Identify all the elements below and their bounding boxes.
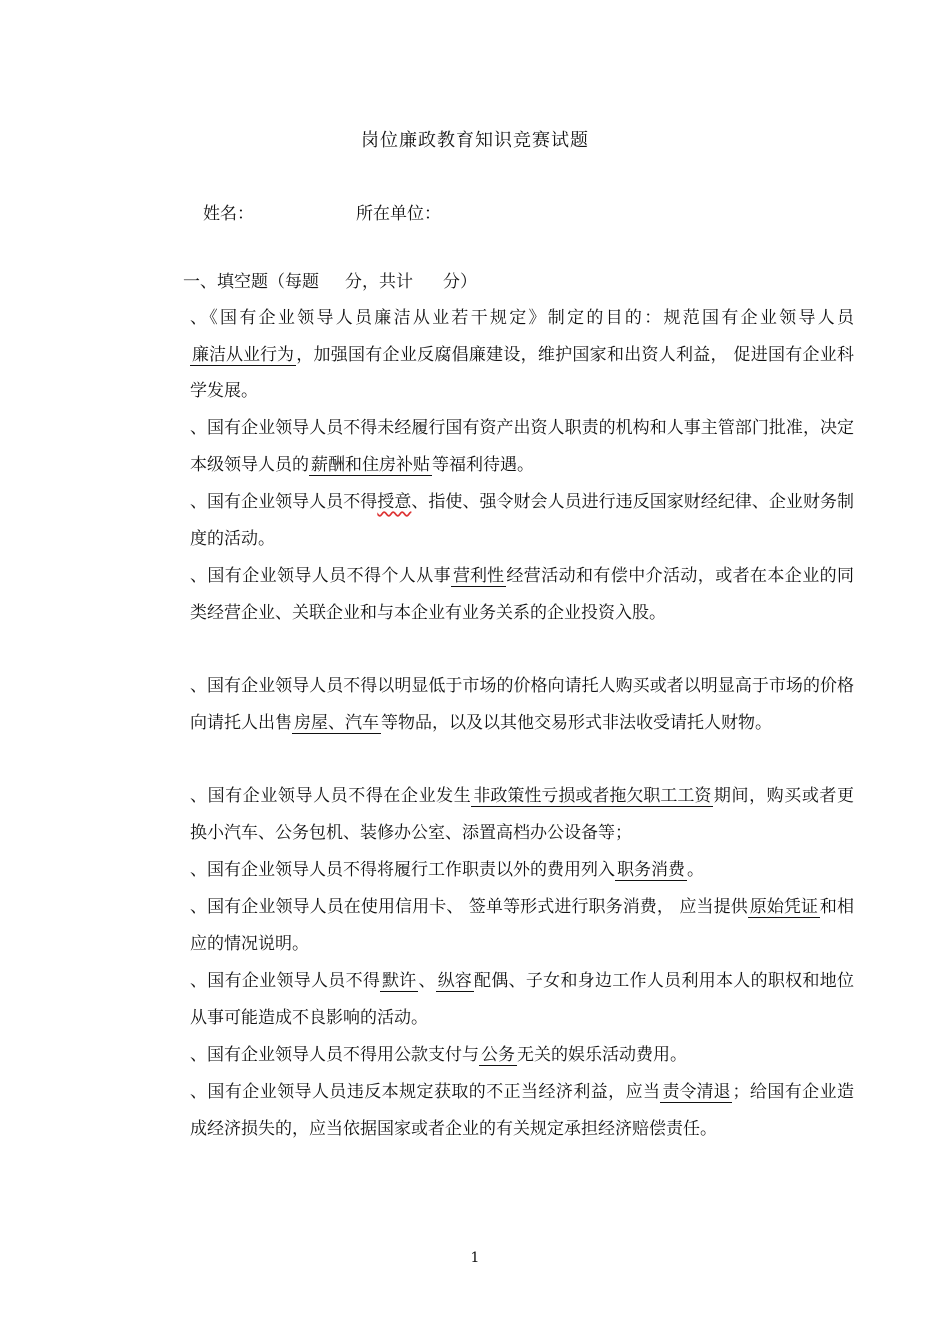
question-text: 、国有企业领导人员不得 xyxy=(190,492,378,512)
question-text: 无关的娱乐活动费用。 xyxy=(517,1045,687,1065)
answer-blank: 廉洁从业行为 xyxy=(192,344,294,365)
answer-blank: 默许 xyxy=(382,971,417,991)
question-7 xyxy=(146,852,854,889)
question-text: 配偶、子女和身边工作人员利用本人的职权和地位从事可能造成不良影响的活动。 xyxy=(190,971,855,1028)
question-text: 等物品，以及以其他交易形式非法收受请托人财物。 xyxy=(381,712,772,733)
question-1 xyxy=(146,300,854,410)
answer-blank: 公务 xyxy=(481,1045,515,1065)
question-2 xyxy=(146,410,854,483)
question-text: 、《国有企业领导人员廉洁从业若干规定》制定的目的：规范国有企业领导人员 xyxy=(190,308,854,328)
answer-blank: 房屋、汽车 xyxy=(294,712,379,733)
question-text: 和相应的情况说明。 xyxy=(190,897,855,954)
answer-blank: 非政策性亏损或者拖欠职工工资 xyxy=(473,786,712,806)
spellcheck-word: 授意 xyxy=(377,492,412,512)
answer-blank: 纵容 xyxy=(437,971,472,991)
unit-label: 所在单位： xyxy=(356,204,441,224)
question-text: 期间，购买或者更换小汽车、公务包机、装修办公室、添置高档办公设备等； xyxy=(190,786,855,843)
page-title: 岗位廉政教育知识竞赛试题 xyxy=(361,130,589,151)
question-text: 、国有企业领导人员不得用公款支付与 xyxy=(190,1045,479,1065)
answer-blank: 薪酬和住房补贴 xyxy=(311,454,430,475)
question-text: 、国有企业领导人员不得将履行工作职责以外的费用列入 xyxy=(190,860,615,880)
question-10 xyxy=(146,1037,854,1074)
question-text: 。 xyxy=(687,860,704,880)
question-text: 、国有企业领导人员违反本规定获取的不正当经济利益，应当 xyxy=(190,1082,661,1102)
question-8 xyxy=(146,889,854,962)
page-number: 1 xyxy=(470,1250,480,1266)
section-mid: 分，共计 xyxy=(345,272,413,292)
question-6 xyxy=(146,778,854,851)
question-text: 、国有企业领导人员不得以明显低于市场的价格向请托人购买或者以明显高于市场的价格向请托人出售 xyxy=(190,676,854,733)
question-text: 、国有企业领导人员不得 xyxy=(190,971,381,991)
question-text: 、国有企业领导人员不得在企业发生 xyxy=(190,786,472,806)
section-heading xyxy=(183,264,847,301)
answer-blank: 职务消费 xyxy=(617,860,685,880)
question-text: 、指使、强令财会人员进行违反国家财经纪律、企业财务制度的活动。 xyxy=(190,492,855,549)
answer-blank: 原始凭证 xyxy=(749,897,818,917)
section-prefix: 一、填空题（每题 xyxy=(183,272,319,292)
question-text: ，加强国有企业反腐倡廉建设，维护国家和出资人利益， 促进国有企业科学发展。 xyxy=(190,344,854,401)
answer-blank: 责令清退 xyxy=(662,1082,731,1102)
section-suffix: 分） xyxy=(443,272,477,292)
question-4 xyxy=(146,558,854,631)
question-text: 经营活动和有偿中介活动，或者在本企业的同类经营企业、关联企业和与本企业有业务关系的企业投资入股。 xyxy=(190,566,854,623)
question-11 xyxy=(146,1074,854,1147)
name-label: 姓名： xyxy=(203,204,254,224)
question-5 xyxy=(146,668,854,741)
question-text: 、国有企业领导人员不得个人从事 xyxy=(190,566,451,586)
question-3 xyxy=(146,484,854,557)
question-text: 、 xyxy=(418,971,436,991)
question-text: ；给国有企业造成经济损失的，应当依据国家或者企业的有关规定承担经济赔偿责任。 xyxy=(190,1082,855,1139)
question-text: 、国有企业领导人员在使用信用卡、 签单等形式进行职务消费， 应当提供 xyxy=(190,897,748,917)
question-text: 、国有企业领导人员不得未经履行国有资产出资人职责的机构和人事主管部门批准，决定本级领导人员的 xyxy=(190,418,854,475)
question-9 xyxy=(146,963,854,1036)
question-text: 等福利待遇。 xyxy=(432,454,534,475)
answer-blank: 营利性 xyxy=(453,566,504,586)
